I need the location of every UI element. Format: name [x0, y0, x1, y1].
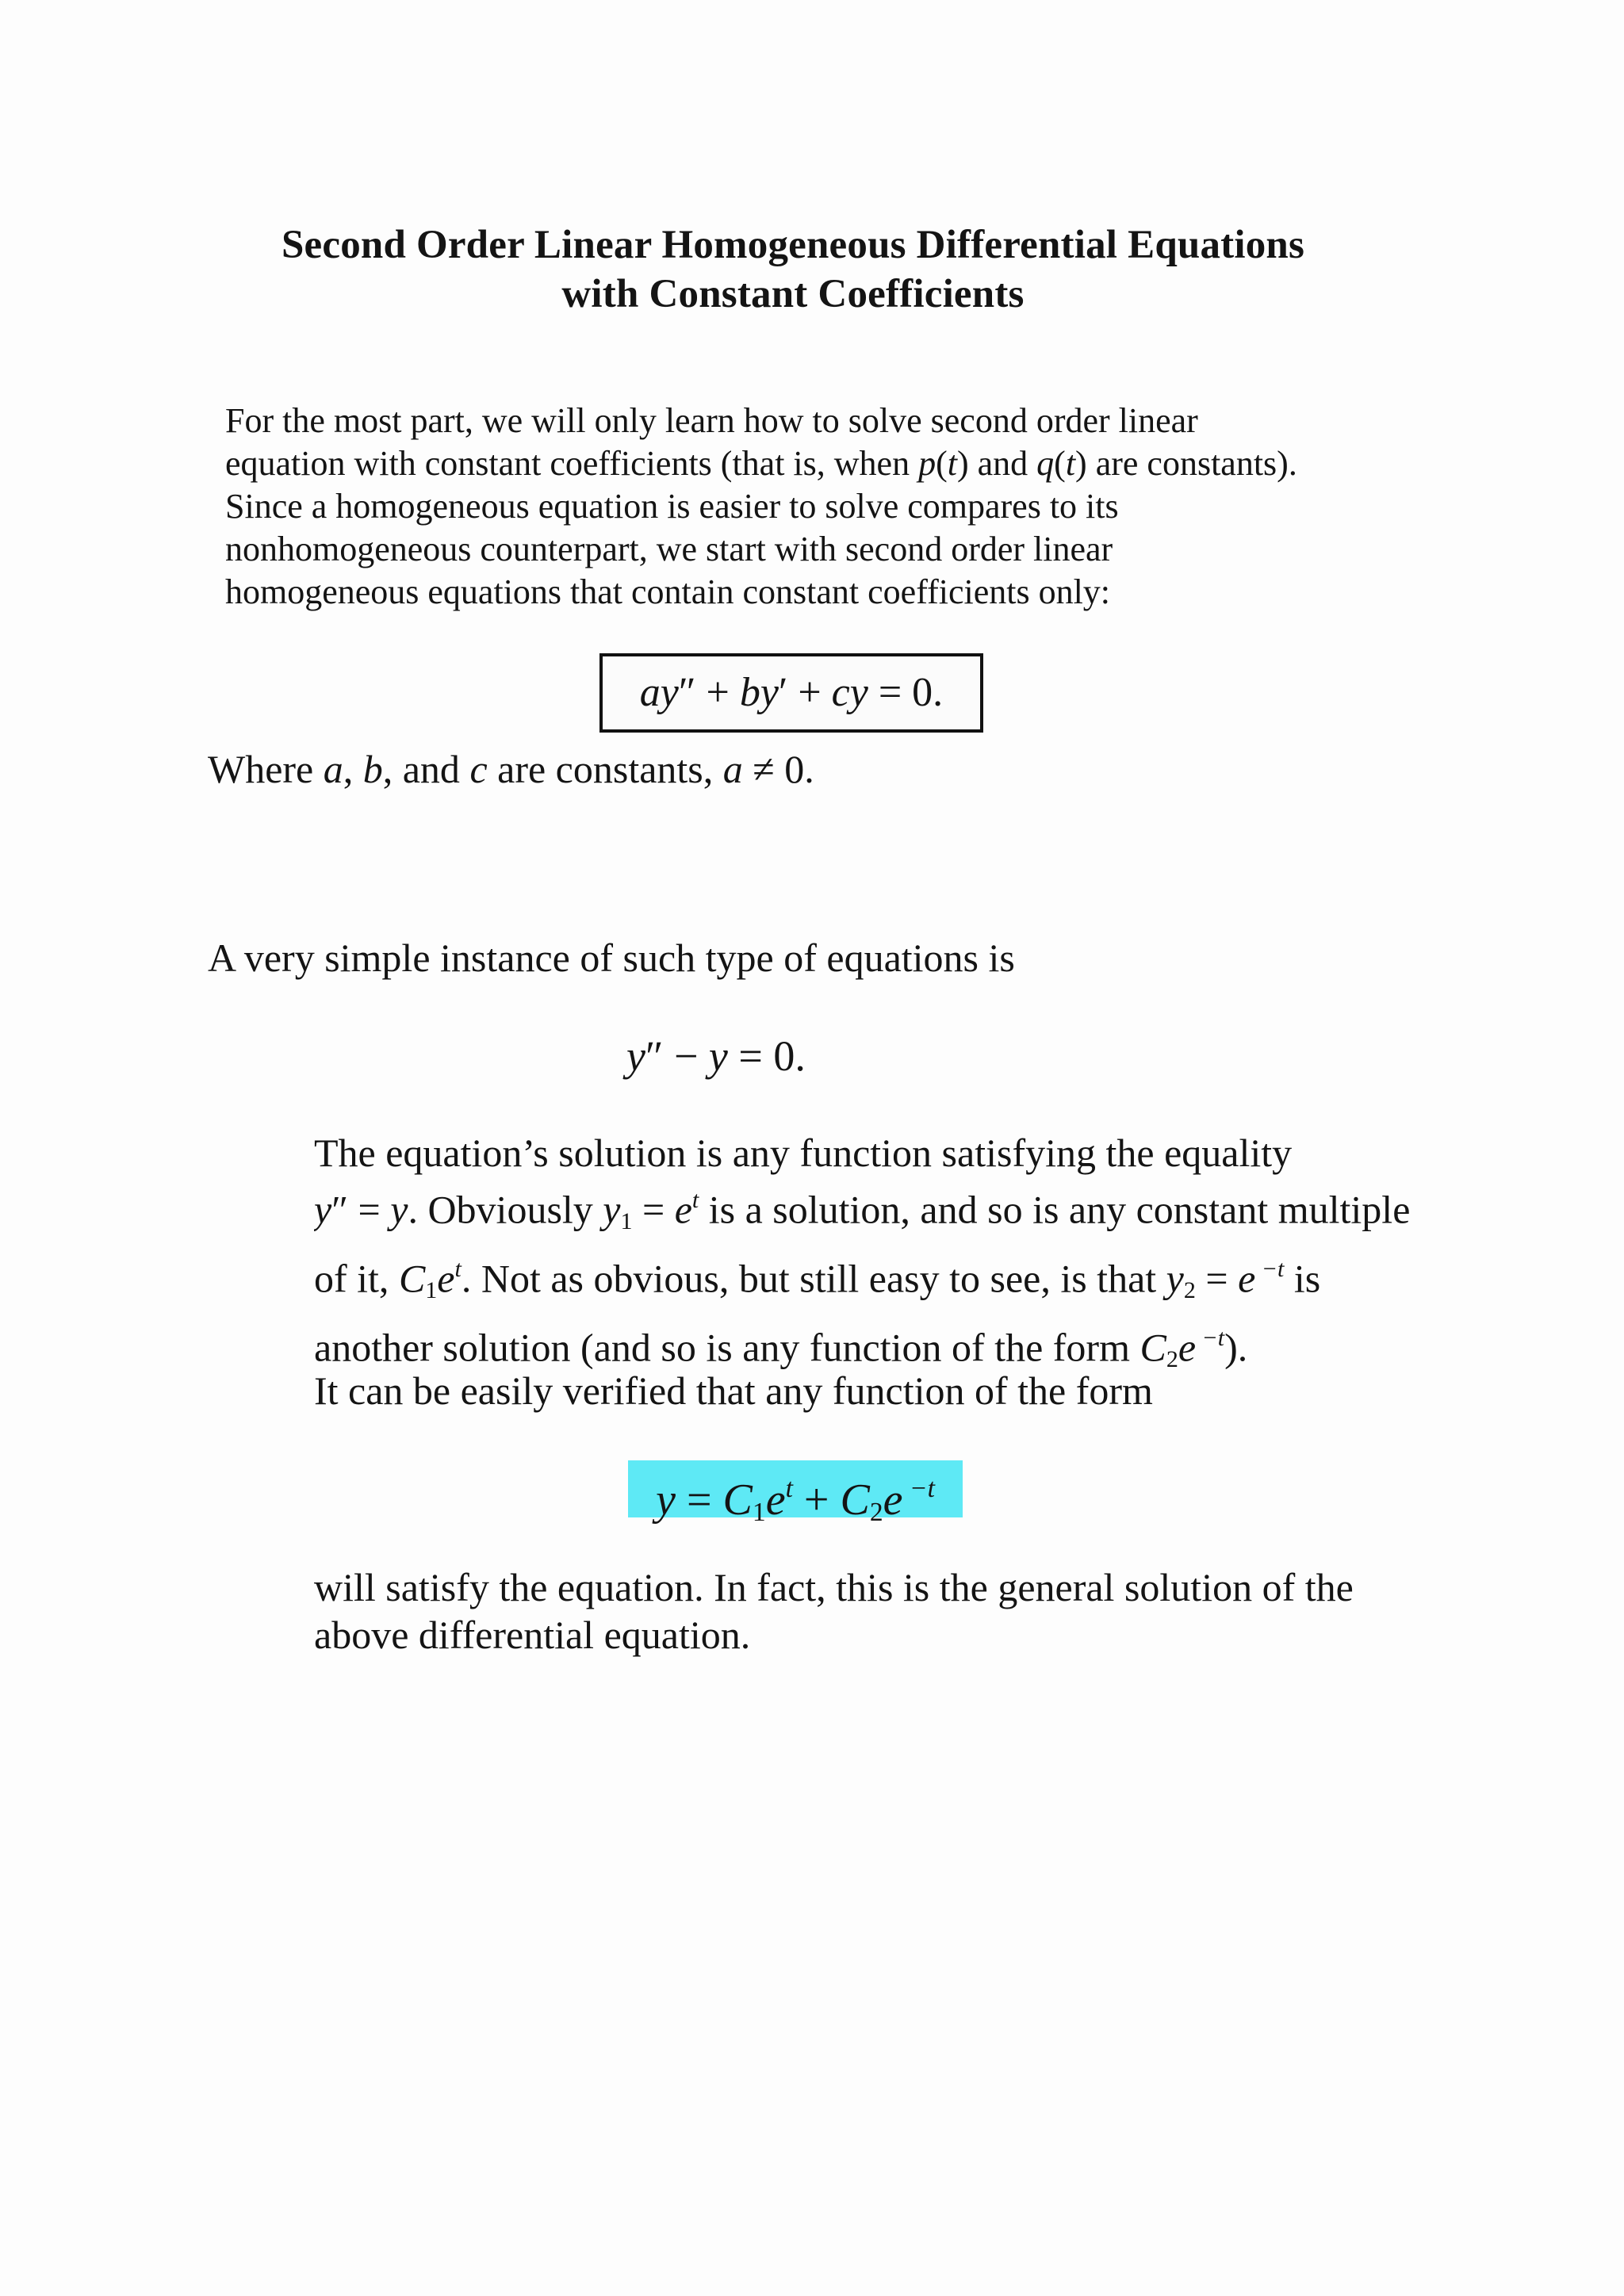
q-symbol: q [1036, 444, 1055, 483]
is-text: is [1284, 1256, 1321, 1301]
double-prime-equals: ″ = [331, 1187, 391, 1232]
subscript-1: 1 [752, 1498, 766, 1528]
intro-line-2-text: equation with constant coefficients (that is, when [225, 444, 919, 483]
conclusion-line-2: above differential equation. [314, 1613, 751, 1657]
paren-close: ) [1075, 444, 1087, 483]
solution-paragraph [314, 1129, 1624, 1383]
c-symbol: c [469, 747, 488, 791]
solution-line-3-text: . Not as obvious, but still easy to see, is that [461, 1256, 1166, 1301]
subscript-2: 2 [869, 1498, 883, 1528]
and-text: , and [382, 747, 470, 791]
boxed-equation [599, 653, 983, 733]
neg-t-exponent: −t [902, 1474, 935, 1503]
paren-close: ) [956, 444, 969, 483]
double-prime-plus: ″ + [678, 670, 740, 715]
solution-line-4-text: another solution (and so is any function of the form [314, 1325, 1140, 1370]
e-symbol: e [1178, 1325, 1197, 1370]
e-symbol: e [437, 1256, 455, 1301]
intro-line-2-end: are constants). [1086, 444, 1297, 483]
intro-line-5: homogeneous equations that contain constant coefficients only: [225, 572, 1111, 611]
subscript-2: 2 [1183, 1277, 1196, 1303]
solution-line-3 [314, 1246, 1624, 1314]
e-symbol: e [1238, 1256, 1256, 1301]
y-symbol: y [626, 1032, 645, 1080]
equals-zero: = 0. [727, 1032, 806, 1080]
e-symbol: e [674, 1187, 692, 1232]
intro-line-4: nonhomogeneous counterpart, we start with second order linear [225, 530, 1113, 568]
where-text: Where [208, 747, 324, 791]
y-symbol: y [656, 1475, 676, 1525]
close-paren-period: ). [1224, 1325, 1248, 1370]
paren-open: ( [1054, 444, 1066, 483]
of-it-text: of it, [314, 1256, 399, 1301]
e-symbol: e [883, 1475, 903, 1525]
c-constant-symbol: C [1139, 1325, 1166, 1370]
subscript-1: 1 [425, 1277, 438, 1303]
e-symbol: e [765, 1475, 786, 1525]
a-symbol: a [323, 747, 343, 791]
solution-line-1: The equation’s solution is any function satisfying the equality [314, 1131, 1293, 1175]
y-symbol: y [1166, 1256, 1184, 1301]
b-symbol: b [362, 747, 383, 791]
intro-line-3: Since a homogeneous equation is easier to solve compares to its [225, 487, 1119, 526]
y-symbol: y [660, 670, 679, 715]
t-symbol: t [947, 444, 957, 483]
verify-line: It can be easily verified that any function of the form [314, 1368, 1153, 1413]
equals: = [675, 1475, 723, 1525]
equals: = [632, 1187, 675, 1232]
solution-line-2-text: is a solution, and so is any constant multiple [699, 1187, 1411, 1232]
constants-text: are constants, [487, 747, 723, 791]
equals: = [1195, 1256, 1239, 1301]
c-constant-symbol: C [840, 1475, 870, 1525]
where-constants-line [208, 745, 814, 793]
not-equal-zero: ≠ 0. [742, 747, 814, 791]
title-line-2: with Constant Coefficients [561, 272, 1025, 316]
intro-line-2 [225, 442, 1494, 485]
t-symbol: t [1065, 444, 1076, 483]
title-line-1: Second Order Linear Homogeneous Differential Equations [281, 223, 1305, 267]
obviously-text: . Obviously [408, 1187, 603, 1232]
solution-line-2 [314, 1177, 1624, 1246]
y-symbol: y [849, 670, 868, 715]
p-symbol: p [918, 444, 936, 483]
subscript-2: 2 [1166, 1346, 1178, 1372]
plus: + [792, 1475, 841, 1525]
y-symbol: y [390, 1187, 408, 1232]
t-exponent: t [785, 1474, 793, 1503]
double-prime-minus: ″ − [645, 1032, 709, 1080]
conclusion-line-1: will satisfy the equation. In fact, this is the general solution of the [314, 1565, 1354, 1609]
b-symbol: b [739, 670, 760, 715]
y-symbol: y [314, 1187, 332, 1232]
c-constant-symbol: C [398, 1256, 426, 1301]
a-symbol: a [722, 747, 743, 791]
y-symbol: y [708, 1032, 728, 1080]
intro-line-1: For the most part, we will only learn how to solve second order linear [225, 401, 1198, 440]
paren-open: ( [936, 444, 948, 483]
prime-plus: ′ + [778, 670, 832, 715]
and-text: and [968, 444, 1037, 483]
y-symbol: y [760, 670, 779, 715]
comma: , [343, 747, 363, 791]
a-symbol: a [639, 670, 661, 715]
simple-equation [626, 1031, 806, 1081]
c-constant-symbol: C [722, 1475, 753, 1525]
conclusion-paragraph [314, 1563, 1583, 1659]
y-symbol: y [603, 1187, 621, 1232]
t-exponent: t [691, 1187, 699, 1213]
subscript-1: 1 [620, 1208, 633, 1234]
equals-zero: = 0. [868, 670, 944, 715]
c-symbol: c [831, 670, 850, 715]
neg-t-exponent: −t [1255, 1256, 1285, 1282]
general-solution-highlight [628, 1460, 963, 1528]
neg-t-exponent: −t [1196, 1325, 1225, 1351]
instance-line: A very simple instance of such type of equations is [208, 936, 1015, 980]
t-exponent: t [454, 1256, 462, 1282]
intro-paragraph [225, 400, 1494, 614]
